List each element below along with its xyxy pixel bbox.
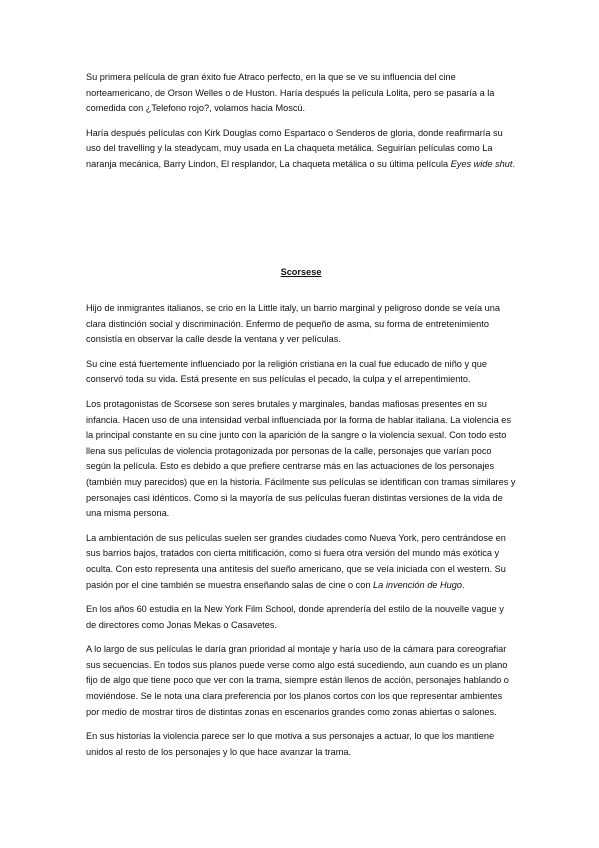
paragraph: [86, 126, 516, 173]
paragraph-text: La ambientación de sus películas suelen ser grandes ciudades como Nueva York, pero centrándose en sus barrios bajos, tratados con cierta mitificación, como si fuera otra versión del mundo más exótica y oculta. Con esto representa una antítesis del sueño americano, que se veía iniciada con el western. Su pasión por el cine también se muestra enseñando salas de cine o con: [86, 532, 506, 590]
paragraph-text: A lo largo de sus películas le daría gran prioridad al montaje y haría uso de la cámara para coreografiar sus secuencias. En todos sus planos puede verse como algo está sucediendo, aun cuando es un plano fijo de algo que tiene poco que ver con la trama, siempre están llenos de acción, personajes hablando o moviéndose. Se le nota una clara preferencia por los planos cortos con los que representar ambientes por medio de mostrar tiros de distintas zonas en escenarios grandes como zonas abiertas o salones.: [86, 644, 509, 717]
paragraph: [86, 602, 516, 633]
paragraph-text: En los años 60 estudia en la New York Film School, donde aprendería del estilo de la nouvelle vague y de directores como Jonas Mekas o Casavetes.: [86, 604, 504, 630]
paragraph-text: .: [461, 579, 465, 590]
intro-section: [86, 70, 516, 173]
paragraph-text: Haría después películas con Kirk Douglas como Espartaco o Senderos de gloria, donde reafirmaría su uso del travelling y la steadycam, muy usada en La chaqueta metálica. Seguirían películas como La naranja mecánica, Barry Lindon, El resplandor, La chaqueta metálica o su última película: [86, 127, 503, 169]
paragraph-text: Hijo de inmigrantes italianos, se crio en la Little italy, un barrio marginal y peligroso donde se veía una clara distinción social y discriminación. Enfermo de pequeño de asma, su forma de entretenimiento consistía en observar la calle desde la ventana y ver películas.: [86, 303, 501, 345]
paragraph: [86, 301, 516, 348]
paragraph: [86, 642, 516, 720]
paragraph: [86, 531, 516, 593]
section-heading-wrap: [86, 262, 516, 280]
paragraph: [86, 729, 516, 760]
paragraph: [86, 397, 516, 522]
paragraph-text: .: [512, 158, 516, 169]
film-title-italic: La invención de Hugo: [373, 579, 462, 590]
paragraph: [86, 70, 516, 117]
section-heading: Scorsese: [280, 267, 322, 277]
paragraph-text: Los protagonistas de Scorsese son seres brutales y marginales, bandas mafiosas presentes en su infancia. Hacen uso de una intensidad verbal influenciada por la forma de hablar italiana. La violencia es la principal constante en su cine junto con la aparición de la sangre o la violencia sexual. Con todo esto llena sus películas de violencia protagonizada por personas de la calle, personajes que varían poco según la película. Esto es debido a que prefiere centrarse más en las actuaciones de los personajes (también muy parecidos) que en la historia. Fácilmente sus películas se identifican con tramas similares y personajes casi idénticos. Como si la mayoría de sus películas fueran distintas versiones de la vida de una misma persona.: [86, 398, 516, 519]
paragraph-text: Su primera película de gran éxito fue Atraco perfecto, en la que se ve su influencia del cine norteamericano, de Orson Welles o de Huston. Haría después la película Lolita, pero se pasaría a la comedida con ¿Telefono rojo?, volamos hacia Moscú.: [86, 72, 495, 114]
film-title-italic: Eyes wide shut: [450, 158, 513, 169]
scorsese-section: [86, 301, 516, 769]
paragraph-text: Su cine está fuertemente influenciado por la religión cristiana en la cual fue educado de niño y que conservó toda su vida. Está presente en sus películas el pecado, la culpa y el arrepentimiento.: [86, 358, 487, 385]
paragraph: [86, 357, 516, 388]
paragraph-text: En sus historias la violencia parece ser lo que motiva a sus personajes a actuar, lo que los mantiene unidos al resto de los personajes y lo que hace avanzar la trama.: [86, 731, 495, 757]
